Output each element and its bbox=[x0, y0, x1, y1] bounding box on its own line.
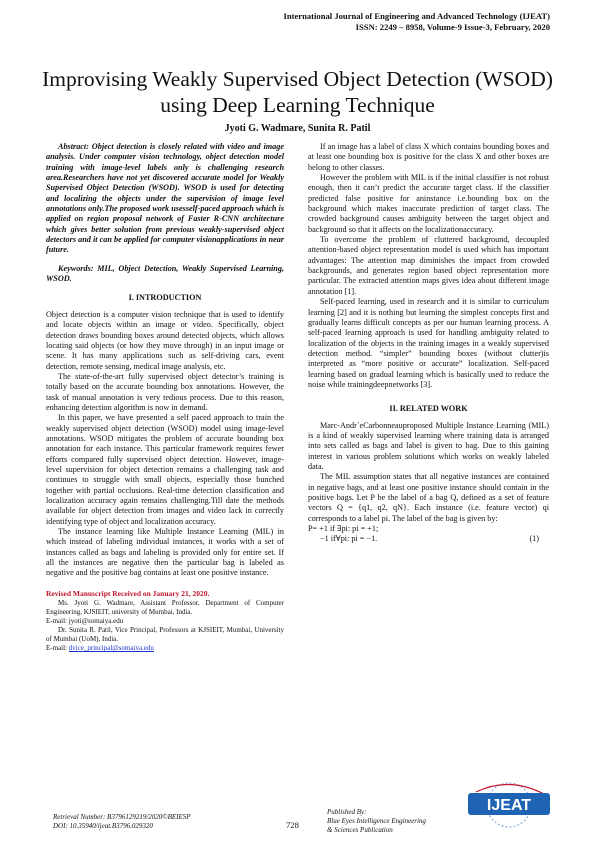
body-paragraph: Self-paced learning, used in research and it is similar to curriculum learning [2] and it is nothing but learning the simplest concepts first and gradually learns difficult concepts as per our human learning process. A self-paced learning approach is used for handling ambiguity related to localization of the objects in the training images in a weakly supervised detection method. “simpler” bounding boxes (without clutter)is interpreted as “more positive or accurate” localization. Self-paced learning based on gradual learning which is basically used to reduce the noise while trainingdeepnetworks [3]. bbox=[308, 297, 549, 389]
equation-row bbox=[308, 534, 549, 544]
page-number: 728 bbox=[286, 820, 299, 830]
related-paragraph: Marc-Andr´eCarbonneauproposed Multiple Instance Learning (MIL) is a kind of weakly supervised learning where training data is arranged into sets called as bags and label is given to bag. Due to this gaining interest in various problem solutions which works on weakly labeled data. bbox=[308, 420, 549, 471]
revised-note: Revised Manuscript Received on January 21, 2020. bbox=[46, 588, 210, 598]
equation-line-1: P= +1 if ∃pi: pi = +1; bbox=[308, 524, 379, 534]
abstract: Abstract: Object detection is closely related with video and image analysis. Under computer vision technology, object detection model training with image-level labels only is challenging research area.Researchers have not yet discovered accurate model for Weakly Supervised Object Detection (WSOD). WSOD is used for detecting and localizing the objects under the supervision of image level annotations only.The proposed work usesself-paced approach which is applied on region proposal network of Faster R-CNN architecture which gives better solution from previous weakly-supervised object detectors and it can be applied for computer visionapplications in near future. bbox=[46, 142, 284, 255]
publisher-line-1: Blue Eyes Intelligence Engineering bbox=[327, 817, 426, 825]
email-label: E-mail: bbox=[46, 644, 69, 653]
body-paragraph: To overcome the problem of cluttered background, decoupled attention-based object representation model is used which has important advantages: The attention map diminishes the impact from crowded backgrounds, and generates region based object representation more particular. The extracted attention maps gives idea about different image annotation [1]. bbox=[308, 235, 549, 296]
issn-line: ISSN: 2249 – 8958, Volume-9 Issue-3, February, 2020 bbox=[355, 22, 550, 32]
author-email-2-line bbox=[46, 644, 284, 653]
intro-paragraph: Object detection is a computer vision technique that is used to identify and locate objects within an image or video. Specifically, object detection draws bounding boxes around detected objects, which allows locating said objects (or how they move through) in an input image or scene. It has many applications such as self-driving cars, event detection, remote sensing, medical image analysis, etc. bbox=[46, 309, 284, 371]
right-column bbox=[308, 142, 549, 545]
intro-paragraph: In this paper, we have presented a self paced approach to train the weakly supervised object detection (WSOD) model using image-level annotations. WSOD mitigates the problem of accurate bounding box annotation for each instance. This particular framework requires fewer efforts compared fully supervised object detection. However, image-level supervision for object detection remains a challenging task and continues to struggle with small objects, especially those bunched together with partial occlusions. Real-time detection classification and localization accuracy again remains challenging.Till date the methods available for object detection from images and video lack in correctly identifying type of object and localization accuracy. bbox=[46, 413, 284, 526]
published-by: Published By: bbox=[327, 808, 367, 816]
author-affiliation-1: Ms. Jyoti G. Wadmare, Assistant Professor, Department of Computer Engineering, KJSIEIT, university of Mumbai, India. bbox=[46, 599, 284, 617]
email-link[interactable]: dvice_principal@somaiya.edu bbox=[68, 644, 154, 653]
ijeat-logo bbox=[454, 780, 554, 830]
left-column bbox=[46, 142, 284, 653]
paper-title: Improvising Weakly Supervised Object Detection (WSOD) using Deep Learning Technique bbox=[42, 67, 553, 118]
section-heading-related-work: II. RELATED WORK bbox=[389, 404, 468, 414]
keywords: Keywords: MIL, Object Detection, Weakly Supervised Learning, WSOD. bbox=[46, 263, 284, 284]
body-paragraph: If an image has a label of class X which contains bounding boxes and at least one bounding box is positive for the class X and other boxes are belong to other classes. bbox=[308, 142, 549, 172]
author-affiliation-2: Dr. Sunita R. Patil, Vice Principal, Professors at KJSIEIT, Mumbai, University of Mumbai (UoM), India. bbox=[46, 626, 284, 644]
logo-text: IJEAT bbox=[486, 797, 532, 814]
doi: DOI: 10.35940/ijeat.B3796.029320 bbox=[53, 822, 153, 830]
intro-paragraph: The state-of-the-art fully supervised object detector’s training is totally based on the accurate bounding box annotations. However, the task of manual annotation is very tedious process. Due to this reason, enhancing detection algorithm is now in demand. bbox=[46, 371, 284, 412]
journal-name: International Journal of Engineering and Advanced Technology (IJEAT) bbox=[283, 11, 550, 21]
equation-number: (1) bbox=[529, 534, 539, 544]
related-paragraph: The MIL assumption states that all negative instances are contained in negative bags, and at least one positive instance should contain in the positive bags. Let P be the label of a bag Q, defined as a set of feature vectors Q = {q1, q2, qN}. Each instance (i.e. feature vector) qi corresponds to a label pi. The label of the bag is given by: bbox=[308, 472, 549, 523]
body-paragraph: However the problem with MIL is if the initial classifier is not robust enough, then it can’t predict the accurate target class. If the classifier predicted false positive for aninstance i.e.bounding box on the background which makes inaccurate prediction of target class. The crowded background causes ambiguity between the target object and background so that it affects on the localizationaccuracy. bbox=[308, 173, 549, 234]
publisher-line-2: & Sciences Publication bbox=[327, 826, 393, 834]
intro-paragraph: The instance learning like Multiple Instance Learning (MIL) in which instead of labeling individual instances, it works with a set of instances called as bags and labeling is provided only for entire set. If all the instances are negative then the particular bag is labeled as negative and the positive bag contains at least one positive instance. bbox=[46, 527, 284, 578]
authors: Jyoti G. Wadmare, Sunita R. Patil bbox=[224, 123, 371, 134]
retrieval-number: Retrieval Number: B3796129219/2020©BEIESP bbox=[53, 813, 191, 821]
section-heading-introduction: I. INTRODUCTION bbox=[128, 293, 202, 303]
equation-line-2: −1 if∀pi: pi = −1. bbox=[320, 534, 378, 544]
author-email-1: E-mail: jyoti@somaiya.edu bbox=[46, 617, 124, 626]
